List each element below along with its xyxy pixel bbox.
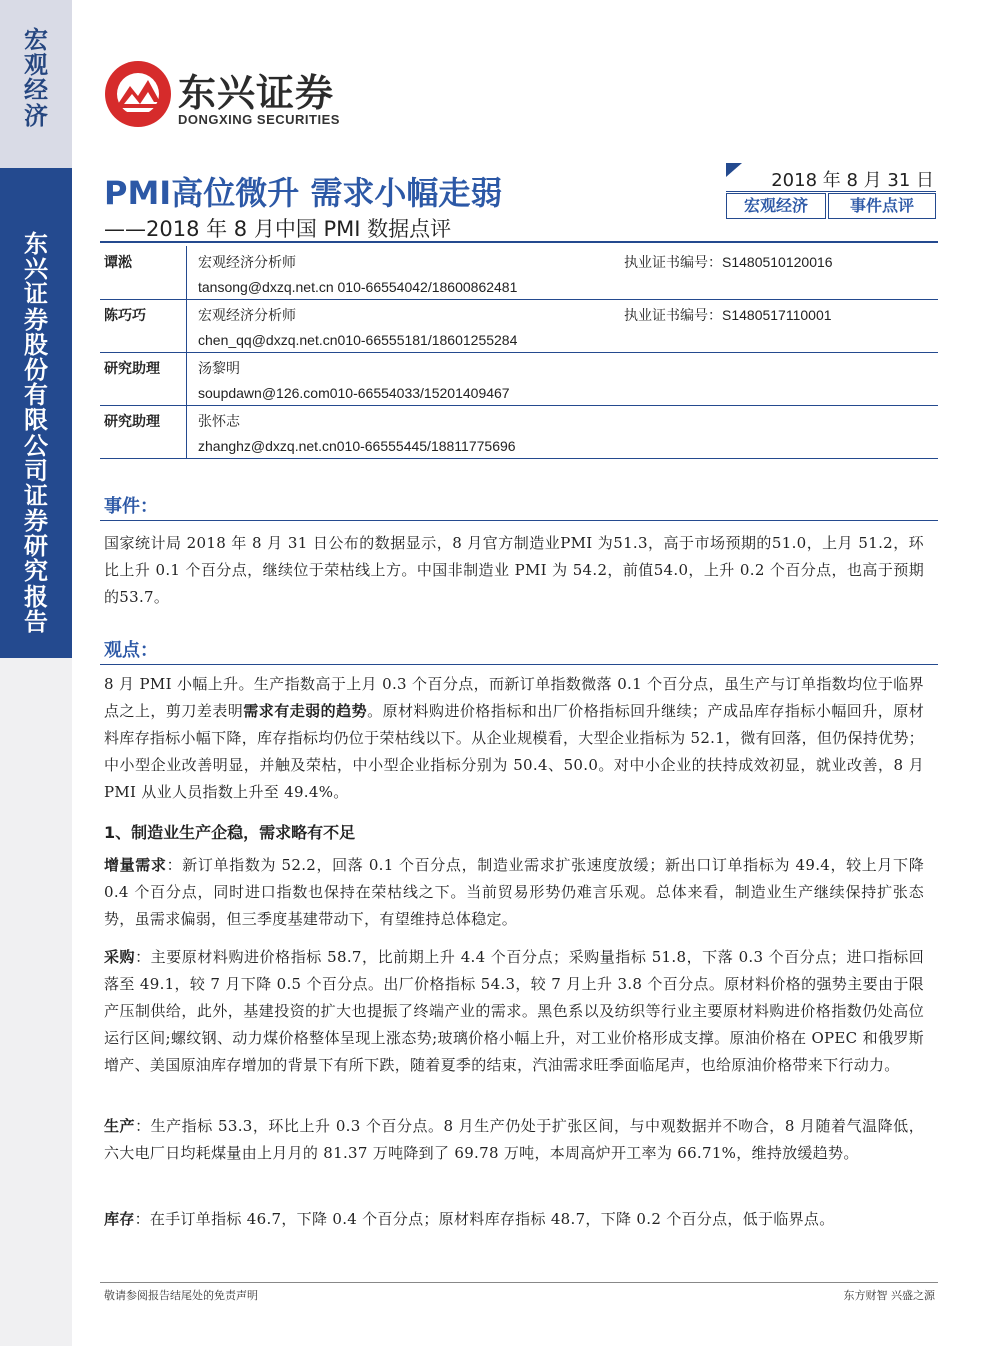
production-paragraph: 生产：生产指标 53.3，环比上升 0.3 个百分点。8 月生产仍处于扩张区间，与中观数据并不吻合，8 月随着气温降低，六大电厂日均耗煤量由上月月的 81.37 万吨降到了 69.78 万吨，本周高炉开工率为 66.71%，维持放缓趋势。 xyxy=(104,1117,924,1162)
purchase-paragraph: 采购：主要原材料购进价格指标 58.7，比前期上升 4.4 个百分点；采购量指标 51.8，下落 0.3 个百分点；进口指标回落至 49.1，较 7 月下降 0.5 个百分点。出厂价格指标 54.3，较 7 月上升 3.8 个百分点。原材料价格的强势主要由于限产压制供给，此外，基建投资的扩大也提振了终端产业的需求。黑色系以及纺织等行业主要原材料购进价格指数仍处高位运行区间;螺纹钢、动力煤价格整体呈现上涨态势;玻璃价格小幅上升，对工业价格形成支撑。原油价格在 OPEC 和俄罗斯增产、美国原油库存增加的背景下有所下跌，随着夏季的结束，汽油需求旺季面临尾声，也给原油价格带来下行动力。 xyxy=(104,948,924,1074)
author-contact: tansong@dxzq.net.cn 010-66554042/18600862481 xyxy=(198,278,518,295)
view-paragraph-1: 8 月 PMI 小幅上升。生产指数高于上月 0.3 个百分点，而新订单指数微落 0.1 个百分点，虽生产与订单指数均位于临界点之上，剪刀差表明需求有走弱的趋势。原材料购进价格指标和出厂价格指标回升继续；产成品库存指标小幅回升，原材料库存指标小幅下降，库存指标均仍位于荣枯线以下。从企业规模看，大型企业指标为 52.1，微有回落，但仍保持优势；中小型企业改善明显，并触及荣枯，中小型企业指标分别为 50.4、50.0。对中小企业的扶持成效初显，就业改善，8 月 PMI 从业人员指数上升至 49.4%。 xyxy=(104,675,925,801)
author-cert: 执业证书编号：S1480510120016 xyxy=(624,254,833,270)
author-name: 谭淞 xyxy=(104,255,132,271)
view-heading: 观点： xyxy=(104,640,158,661)
author-contact-row xyxy=(100,379,938,406)
author-name: 研究助理 xyxy=(104,414,160,430)
report-title: PMI高位微升 需求小幅走弱 xyxy=(104,174,503,212)
sidebar-company-report: 东 兴 证 券 股 份 有 限 公 司 证 券 研 究 报 告 xyxy=(24,230,48,636)
author-row xyxy=(100,246,938,273)
author-contact-row xyxy=(100,432,938,459)
author-contact-row xyxy=(100,326,938,353)
author-contact: soupdawn@126.com010-66554033/15201409467 xyxy=(198,384,510,401)
report-subtitle: ——2018 年 8 月中国 PMI 数据点评 xyxy=(104,217,452,241)
footer-disclaimer: 敬请参阅报告结尾处的免责声明 xyxy=(104,1289,258,1302)
author-contact: zhanghz@dxzq.net.cn010-66555445/18811775696 xyxy=(198,437,516,454)
brand-name-en: DONGXING SECURITIES xyxy=(178,112,340,127)
event-text: 国家统计局 2018 年 8 月 31 日公布的数据显示，8 月官方制造业PMI 为51.3，高于市场预期的51.0，上月 51.2，环比上升 0.1 个百分点，继续位于荣枯线上方。中国非制造业 PMI 为 54.2，前值54.0，上升 0.2 个百分点，也高于预期的53.7。 xyxy=(104,534,924,606)
section-subheading: 1、制造业生产企稳，需求略有不足 xyxy=(104,823,356,842)
date-box xyxy=(726,163,936,192)
author-row xyxy=(100,352,938,379)
report-date: 2018 年 8 月 31 日 xyxy=(771,170,934,191)
author-contact: chen_qq@dxzq.net.cn010-66555181/18601255284 xyxy=(198,331,518,348)
event-heading: 事件： xyxy=(104,496,158,517)
author-role: 宏观经济分析师 xyxy=(198,254,296,270)
corner-triangle-icon xyxy=(726,163,742,177)
tag-macro: 宏观经济 xyxy=(726,193,826,219)
footer-divider xyxy=(100,1282,938,1283)
sidebar-category: 宏 观 经 济 xyxy=(24,26,48,130)
dongxing-logo-icon xyxy=(104,52,172,136)
sidebar-category-block xyxy=(0,0,72,168)
footer-slogan: 东方财智 兴盛之源 xyxy=(843,1289,935,1302)
author-name: 研究助理 xyxy=(104,361,160,377)
sidebar xyxy=(0,0,72,1346)
author-cert: 执业证书编号：S1480517110001 xyxy=(624,307,832,323)
author-row xyxy=(100,405,938,432)
view-divider xyxy=(100,664,938,665)
author-contact-row xyxy=(100,273,938,300)
authors-table xyxy=(100,246,938,458)
sidebar-company-block xyxy=(0,168,72,658)
author-role: 宏观经济分析师 xyxy=(198,307,296,323)
author-row xyxy=(100,299,938,326)
event-divider xyxy=(100,520,938,521)
tag-event-review: 事件点评 xyxy=(828,193,936,219)
title-divider xyxy=(100,241,938,243)
demand-paragraph: 增量需求：新订单指数为 52.2，回落 0.1 个百分点，制造业需求扩张速度放缓；新出口订单指标为 49.4，较上月下降 0.4 个百分点，同时进口指数也保持在荣枯线之下。当前贸易形势仍难言乐观。总体来看，制造业生产继续保持扩张态势，虽需求偏弱，但三季度基建带动下，有望维持总体稳定。 xyxy=(104,856,925,928)
author-role: 张怀志 xyxy=(198,413,240,429)
brand-name-cn: 东兴证券 xyxy=(178,71,335,115)
author-name: 陈巧巧 xyxy=(104,308,146,324)
inventory-paragraph: 库存：在手订单指标 46.7，下降 0.4 个百分点；原材料库存指标 48.7，下降 0.2 个百分点，低于临界点。 xyxy=(104,1210,835,1228)
author-role: 汤黎明 xyxy=(198,360,240,376)
